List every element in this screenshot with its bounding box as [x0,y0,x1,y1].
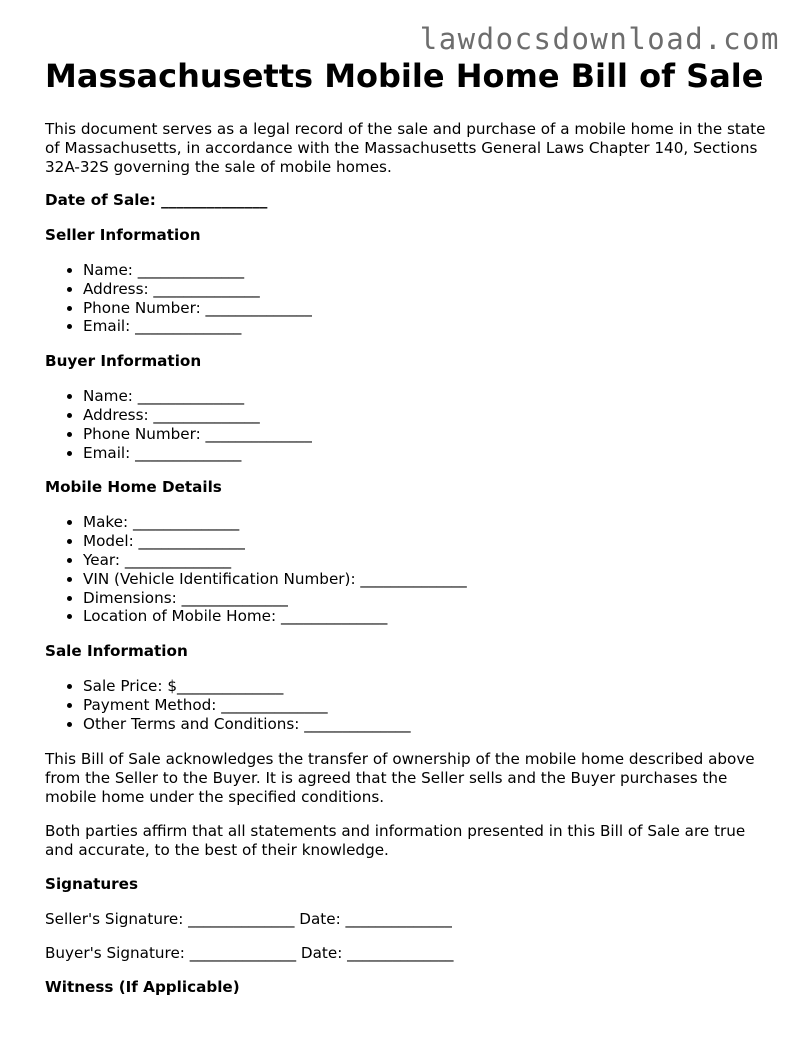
dimensions-field: • Dimensions: ______________ [83,589,775,608]
buyer-address-field: • Address: ______________ [83,406,775,425]
acknowledgement-paragraph: This Bill of Sale acknowledges the transfer of ownership of the mobile home described above from the Seller to the Buyer. It is agreed that the Seller sells and the Buyer purchases the mobile home under the specified conditions. [45,749,755,806]
affirmation-paragraph: Both parties affirm that all statements and information presented in this Bill of Sale are true and accurate, to the best of their knowledge. [45,821,746,859]
other-terms-field: • Other Terms and Conditions: ______________ [83,715,775,734]
seller-name-field: • Name: ______________ [83,261,775,280]
vin-field: • VIN (Vehicle Identification Number): ______________ [83,570,775,589]
buyer-heading: Buyer Information [45,352,202,371]
year-field: • Year: ______________ [83,551,775,570]
buyer-list [45,387,775,462]
sale-list [45,677,775,733]
mobile-home-heading: Mobile Home Details [45,478,222,497]
make-field: • Make: ______________ [83,513,775,532]
sale-heading: Sale Information [45,642,188,661]
payment-method-field: • Payment Method: ______________ [83,696,775,715]
buyer-signature-line: Buyer's Signature: ______________ Date: ______________ [45,943,454,962]
signatures-heading: Signatures [45,874,138,893]
seller-heading: Seller Information [45,226,201,244]
document-title: Massachusetts Mobile Home Bill of Sale [45,57,764,95]
seller-address-field: • Address: ______________ [83,280,775,299]
buyer-email-field: • Email: ______________ [83,444,775,463]
seller-email-field: • Email: ______________ [83,317,775,336]
date-of-sale-field: Date of Sale: ______________ [45,191,268,209]
model-field: • Model: ______________ [83,532,775,551]
seller-list [45,261,775,336]
sale-price-field: • Sale Price: $______________ [83,677,775,696]
document-page [45,56,775,1013]
mobile-home-list [45,513,775,626]
witness-heading: Witness (If Applicable) [45,977,240,996]
buyer-phone-field: • Phone Number: ______________ [83,425,775,444]
watermark-text: lawdocsdownload.com [419,22,780,56]
buyer-name-field: • Name: ______________ [83,387,775,406]
location-field: • Location of Mobile Home: ______________ [83,607,775,626]
intro-paragraph: This document serves as a legal record of the sale and purchase of a mobile home in the state of Massachusetts, in accordance with the Massachusetts General Laws Chapter 140, Sections 32A-32S governing the sale of mobile homes. [45,120,766,176]
seller-signature-line: Seller's Signature: ______________ Date: ______________ [45,909,452,928]
seller-phone-field: • Phone Number: ______________ [83,299,775,318]
